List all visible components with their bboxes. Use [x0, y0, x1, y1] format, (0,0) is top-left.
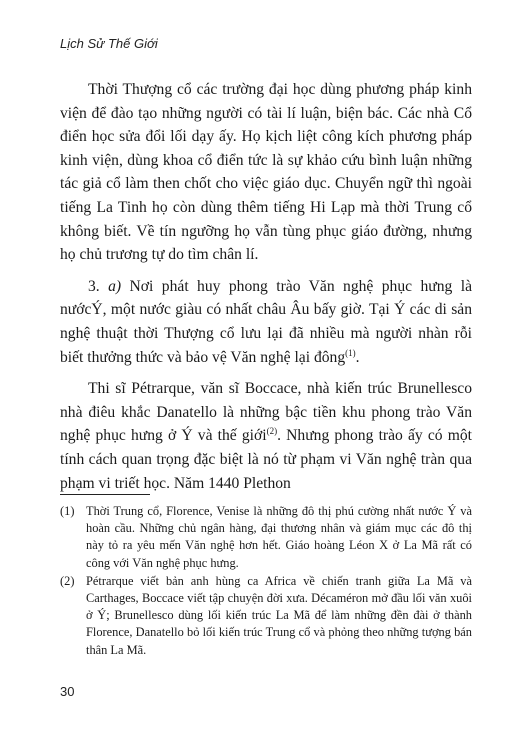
- paragraph-3-text: Thi sĩ Pétrarque, văn sĩ Boccace, nhà kiến trúc Brunellesco nhà điêu khắc Danatello là những bậc tiền khu phong trào Văn nghệ phục hưng ở Ý và thế giới: [60, 380, 472, 445]
- paragraph-2-text: Nơi phát huy phong trào Văn nghệ phục hưng là nướcÝ, một nước giàu có nhất châu Âu bấy giờ. Tại Ý các di sản nghệ thuật thời Thượng cổ lưu lại đã nhiều mà người nhàn rỗi biết thưởng thức và bảo vệ Văn nghệ lại đông: [60, 277, 472, 366]
- paragraph-2-end: .: [355, 348, 360, 366]
- footnotes: [60, 503, 472, 660]
- footnote-separator: [60, 494, 150, 495]
- subpoint-label: a): [108, 277, 122, 295]
- footnote-ref-2: (2): [266, 426, 278, 437]
- footnote-1: [60, 503, 472, 572]
- paragraph-2: [60, 275, 472, 369]
- page-number: 30: [60, 684, 75, 699]
- main-text: [60, 78, 472, 503]
- paragraph-3: [60, 377, 472, 495]
- paragraph-3-end: . Nhưng phong trào ấy có một tính cách quan trọng đặc biệt là nó từ phạm vi Văn nghệ tràn qua phạm vi triết học. Năm 1440 Plethon: [60, 427, 472, 492]
- footnote-ref-1: (1): [345, 347, 356, 358]
- footnote-mark: (2): [60, 573, 75, 588]
- footnote-2: [60, 573, 472, 659]
- paragraph-1-text: Thời Thượng cổ các trường đại học dùng phương pháp kinh viện để đào tạo những người có tài lí luận, biện bác. Các nhà Cổ điển học sửa đổi lối dạy ấy. Họ kịch liệt công kích phương pháp kinh viện, dùng khoa cổ điển tức là sự khảo cứu bình luận những tác giả cổ làm then chốt cho việc giáo dục. Chuyển ngữ thì ngoài tiếng La Tinh họ còn dùng thêm tiếng Hi Lạp mà thời Trung cổ không biết. Về tín ngưỡng họ vẫn tùng phục giáo đường, nhưng họ chủ trương tự do tìm chân lí.: [60, 81, 472, 264]
- footnote-mark: (1): [60, 504, 75, 518]
- running-header: Lịch Sử Thế Giới: [60, 36, 158, 51]
- footnote-text: Thời Trung cổ, Florence, Venise là những đô thị phú cường nhất nước Ý và hoàn cầu. Những chủ ngân hàng, đại thương nhân và giám mục các đô thị này tỏ ra yêu mến Văn nghệ hơn hết. Giáo hoàng Léon X ở La Mã rất có công với Văn nghệ phục hưng.: [86, 504, 472, 570]
- section-number: 3.: [88, 277, 100, 295]
- footnote-text: Pétrarque viết bản anh hùng ca Africa về chiến tranh giữa La Mã và Carthages, Boccace viết tập chuyện đời xưa. Décaméron mở đầu lối văn xuôi ở Ý; Brunellesco dùng lối kiến trúc La Mã để làm những đền đài ở thành Florence, Danatello bỏ lối kiến trúc Trung cổ và phỏng theo những tượng bán thân La Mã.: [86, 573, 472, 657]
- paragraph-1: [60, 78, 472, 267]
